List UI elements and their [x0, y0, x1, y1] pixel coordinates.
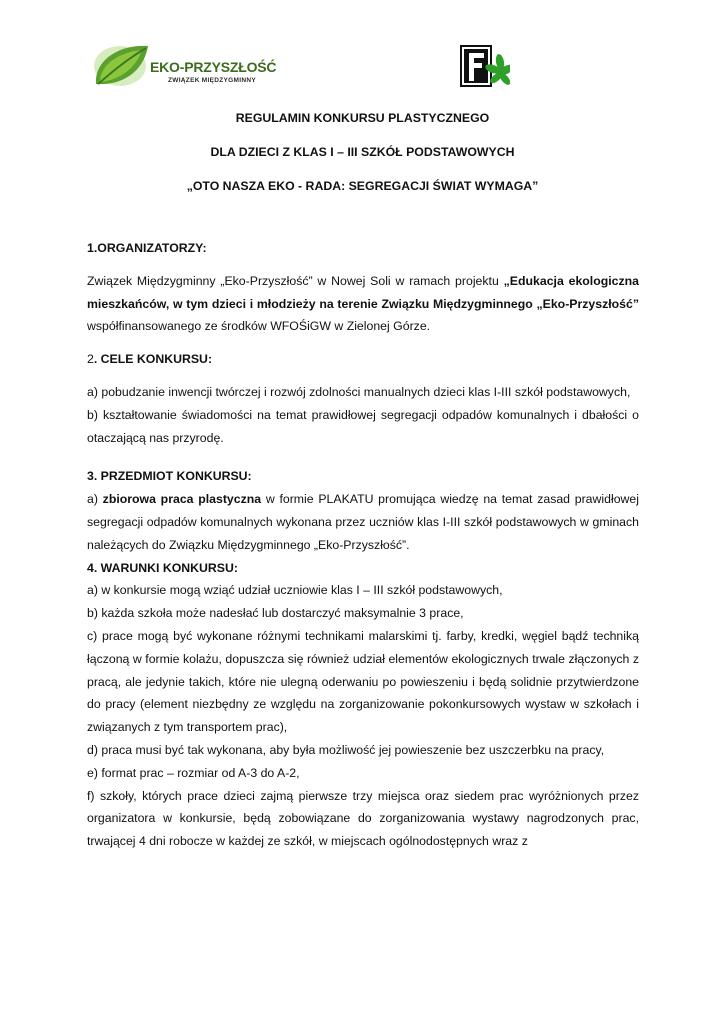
eko-przyszlosc-logo: [90, 40, 290, 95]
logo-sub-text: ZWIĄZEK MIĘDZYGMINNY: [168, 77, 256, 84]
section-3-heading: 3. PRZEDMIOT KONKURSU:: [87, 469, 252, 484]
section-4-heading: 4. WARUNKI KONKURSU:: [87, 560, 238, 575]
section-2-item-a: a) pobudzanie inwencji twórczej i rozwój zdolności manualnych dzieci klas I-III szkół podstawowych,: [87, 384, 631, 399]
green-leaf-icon: [90, 40, 152, 92]
section-4-item-e: e) format prac – rozmiar od A-3 do A-2,: [87, 765, 300, 780]
title-line-2: DLA DZIECI Z KLAS I – III SZKÓŁ PODSTAWOWYCH: [210, 145, 515, 159]
section-4-item-f: f) szkoły, których prace dzieci zajmą pierwsze trzy miejsca oraz siedem prac wyróżnionych przez organizatora w konkursie, będą zobowiązane do zorganizowania wystawy nagrodzonych prac, trwającej 4 dni robocze w każdej ze szkół, w miejscach ogólnodostępnych wraz z: [87, 788, 639, 849]
section-2-title: . CELE KONKURSU:: [93, 352, 213, 367]
section-1-text: [87, 270, 639, 338]
section-2-heading: [87, 348, 639, 371]
project-name: „Edukacja ekologiczna mieszkańców, w tym dzieci i młodzieży na terenie Związku Międzygminnego „Eko-Przyszłość”: [87, 273, 640, 311]
title-line-1: REGULAMIN KONKURSU PLASTYCZNEGO: [235, 111, 490, 125]
section-4-item-b: b) każda szkoła może nadesłać lub dostarczyć maksymalnie 3 prace,: [87, 606, 464, 621]
fund-logo: [460, 45, 510, 87]
section-3-item-a-rest: w formie PLAKATU promująca wiedzę na temat zasad prawidłowej segregacji odpadów komunalnych wykonana przez uczniów klas I-III szkół podstawowych w gminach należących do Związku Międzygminnego „Eko-Przyszłość”.: [87, 492, 639, 552]
letter-f-chestnut-leaf-icon: [460, 45, 510, 87]
section-3-item-a-prefix: a): [87, 492, 103, 507]
document-body: [87, 237, 639, 853]
section-2-item-b: b) kształtowanie świadomości na temat prawidłowej segregacji odpadów komunalnych i dbałości o otaczającą nas przyrodę.: [87, 407, 639, 445]
logo-brand-text: EKO-PRZYSZŁOŚĆ: [150, 59, 277, 75]
title-line-3: „OTO NASZA EKO - RADA: SEGREGACJI ŚWIAT WYMAGA”: [186, 179, 539, 193]
section-2-number: 2: [87, 352, 94, 367]
section-3-item-a: [87, 488, 639, 556]
section-4-item-c: c) prace mogą być wykonane różnymi technikami malarskimi tj. farby, kredki, węgiel bądź techniką łączoną w formie kolażu, dopuszcza się również udział elementów ekologicznych trwale złączonych z pracą, ale jedynie takich, które nie ulegną oderwaniu po powieszeniu i będą solidnie przytwierdzone do pracy (element niezbędny ze względu na zorganizowanie pokonkursowych wystaw w szkołach i związanych z tym transportem prac),: [87, 628, 639, 735]
section-4-item-a: a) w konkursie mogą wziąć udział uczniowie klas I – III szkół podstawowych,: [87, 583, 503, 598]
section-4-item-d: d) praca musi być tak wykonana, aby była możliwość jej powieszenie bez uszczerbku na pracy,: [87, 742, 605, 757]
section-1-text-part: Związek Międzygminny „Eko-Przyszłość” w Nowej Soli w ramach projektu: [87, 273, 504, 288]
section-1-heading: 1.ORGANIZATORZY:: [87, 241, 207, 255]
section-3-item-a-bold: zbiorowa praca plastyczna: [102, 492, 262, 507]
section-1-text-end: współfinansowanego ze środków WFOŚiGW w Zielonej Górze.: [87, 319, 431, 334]
